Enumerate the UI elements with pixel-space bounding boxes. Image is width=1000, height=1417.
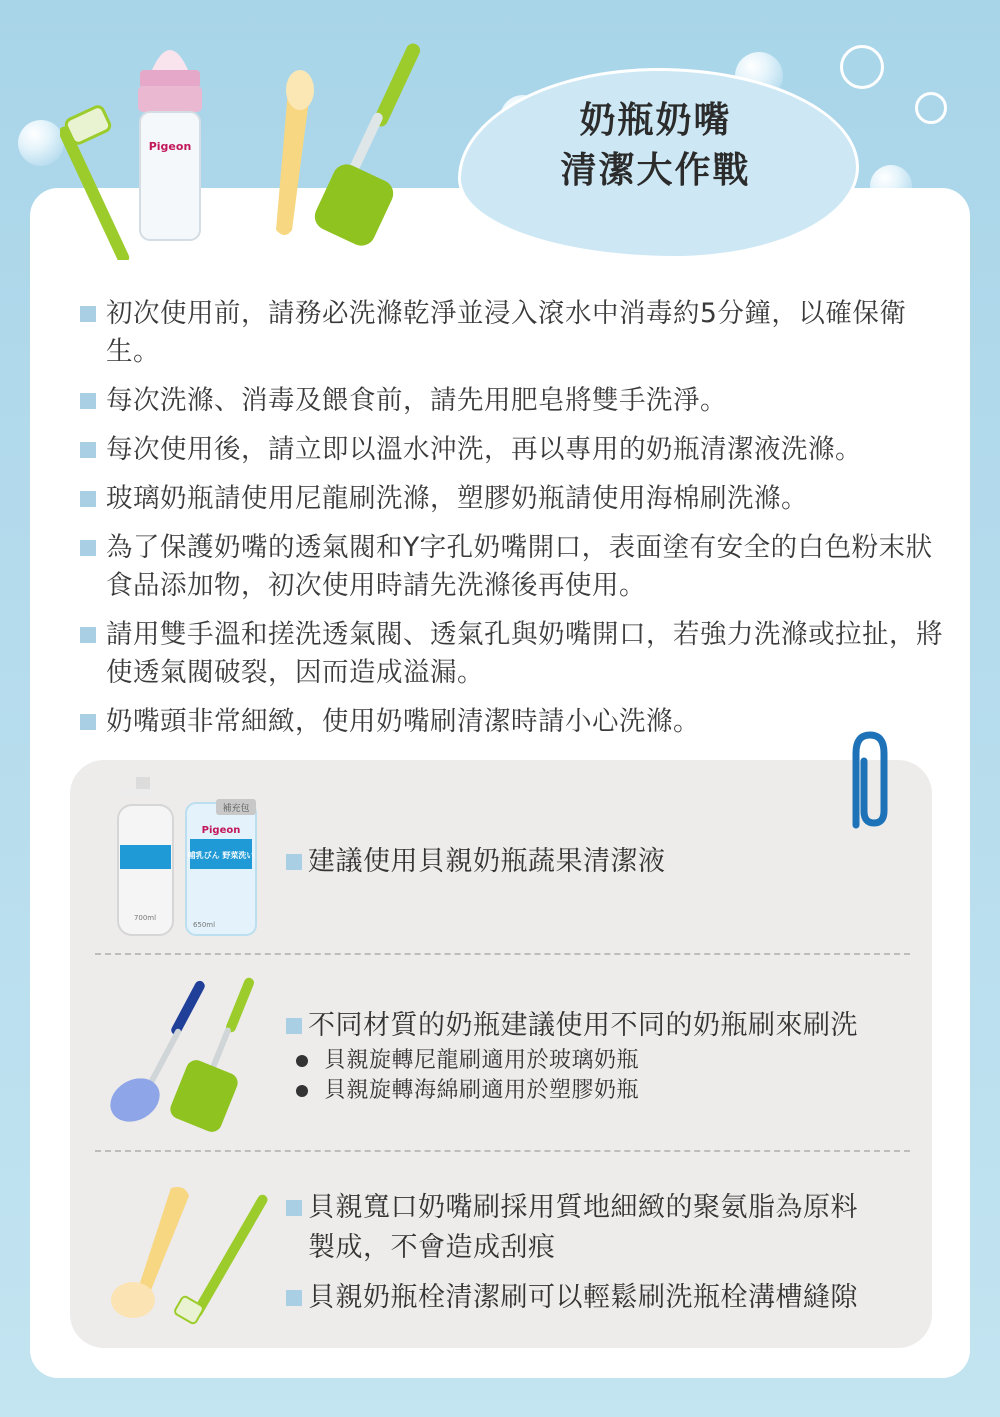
bubble-decoration: [18, 120, 64, 166]
dashed-divider: [95, 1150, 910, 1152]
bottle-brushes-illustration: [105, 970, 275, 1140]
wide-nipple-brush-icon: [111, 1187, 189, 1318]
square-bullet-icon: [286, 854, 302, 870]
bottle-brand-label: Pigeon: [148, 140, 192, 153]
square-bullet-icon: [80, 714, 96, 730]
dot-bullet-icon: [296, 1055, 308, 1067]
paperclip-icon: [838, 725, 898, 835]
nipple-brush-recommendation: [284, 1188, 858, 1318]
list-item: [294, 1076, 858, 1106]
cleaner-bottle-icon: [118, 777, 173, 935]
brush-item-text: 貝親旋轉尼龍刷適用於玻璃奶瓶: [324, 1048, 640, 1073]
list-item: [78, 703, 958, 741]
list-item: [78, 431, 958, 469]
baby-bottle-icon: [138, 50, 202, 240]
refill-tag-label: 補充包: [222, 804, 250, 814]
square-bullet-icon: [286, 1200, 302, 1216]
note-text: 為了保護奶嘴的透氣閥和Y字孔奶嘴開口，表面塗有安全的白色粉末狀食品添加物，初次使用時請先洗滌後再使用。: [106, 532, 933, 601]
list-item: [78, 382, 958, 420]
square-bullet-icon: [80, 491, 96, 507]
sponge-bottle-brush-icon: [167, 976, 255, 1135]
refill-brand-label: Pigeon: [201, 825, 241, 836]
note-text: 奶嘴頭非常細緻，使用奶嘴刷清潔時請小心洗滌。: [106, 706, 700, 737]
square-bullet-icon: [80, 540, 96, 556]
list-item: [294, 1046, 858, 1076]
refill-volume-label: 650ml: [192, 921, 216, 929]
nipple-brush-icon: [276, 70, 314, 235]
list-item: [78, 616, 958, 692]
square-bullet-icon: [286, 1018, 302, 1034]
square-bullet-icon: [80, 442, 96, 458]
cleaning-notes-list: [78, 295, 958, 752]
square-bullet-icon: [80, 627, 96, 643]
square-bullet-icon: [80, 393, 96, 409]
refill-pouch-icon: [186, 799, 256, 935]
note-text: 初次使用前，請務必洗滌乾淨並浸入滾水中消毒約5分鐘，以確保衛生。: [106, 298, 907, 367]
nipple-brush-text-line1: 貝親寬口奶嘴刷採用質地細緻的聚氨脂為原料: [308, 1192, 858, 1223]
nipple-brushes-illustration: [105, 1180, 275, 1335]
list-item: [78, 480, 958, 518]
square-bullet-icon: [80, 306, 96, 322]
list-item: [78, 529, 958, 605]
sponge-brush-icon: [310, 41, 422, 250]
brush-recommendation: [284, 1006, 858, 1106]
bottle-cap-brush-icon: [174, 1193, 270, 1325]
note-text: 每次洗滌、消毒及餵食前，請先用肥皂將雙手洗淨。: [106, 385, 727, 416]
bottle-volume-label: 700ml: [133, 914, 157, 922]
dashed-divider: [95, 953, 910, 955]
title-line-1: 奶瓶奶嘴: [579, 100, 732, 141]
brush-item-text: 貝親旋轉海綿刷適用於塑膠奶瓶: [324, 1078, 640, 1103]
ring-decoration: [840, 45, 884, 89]
ring-decoration: [915, 92, 947, 124]
products-illustration: [60, 20, 460, 260]
product-label: 哺乳びん 野菜洗い: [187, 851, 255, 860]
cleaner-products-illustration: [108, 775, 268, 940]
note-text: 請用雙手溫和搓洗透氣閥、透氣孔與奶嘴開口，若強力洗滌或拉扯，將使透氣閥破裂，因而造成溢漏。: [106, 619, 943, 688]
nipple-brush-text-line2: 製成，不會造成刮痕: [308, 1232, 556, 1263]
list-item: [78, 295, 958, 371]
green-brush-icon: [60, 105, 131, 260]
page-title: [458, 96, 853, 196]
cleaner-recommendation: [284, 842, 666, 882]
square-bullet-icon: [286, 1290, 302, 1306]
title-line-2: 清潔大作戰: [560, 150, 751, 191]
note-text: 每次使用後，請立即以溫水沖洗，再以專用的奶瓶清潔液洗滌。: [106, 434, 862, 465]
brush-text: 不同材質的奶瓶建議使用不同的奶瓶刷來刷洗: [308, 1010, 858, 1041]
cleaner-text: 建議使用貝親奶瓶蔬果清潔液: [308, 846, 666, 877]
dot-bullet-icon: [296, 1085, 308, 1097]
cap-brush-text: 貝親奶瓶栓清潔刷可以輕鬆刷洗瓶栓溝槽縫隙: [308, 1282, 858, 1313]
note-text: 玻璃奶瓶請使用尼龍刷洗滌，塑膠奶瓶請使用海棉刷洗滌。: [106, 483, 808, 514]
